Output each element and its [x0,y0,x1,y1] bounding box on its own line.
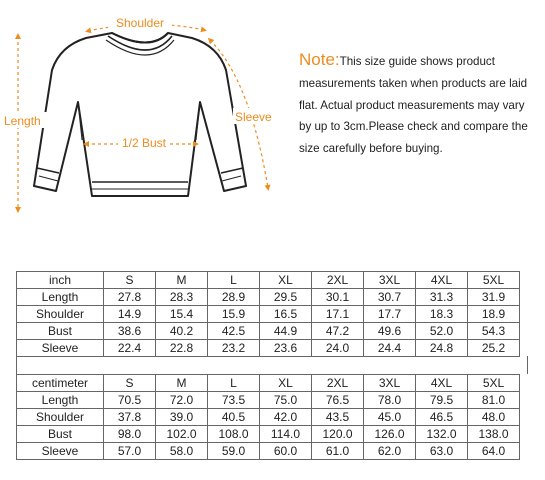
size-header: 4XL [416,272,468,289]
table-row [17,323,520,340]
table-cell: 52.0 [416,323,468,340]
table-cell: 23.2 [208,340,260,357]
table-cell: 42.0 [260,409,312,426]
table-cell: 47.2 [312,323,364,340]
size-note [299,49,539,160]
table-cell: 37.8 [104,409,156,426]
table-cell: 23.6 [260,340,312,357]
length-label: Length [4,114,41,128]
size-header: L [208,272,260,289]
table-cell: 31.3 [416,289,468,306]
unit-label: inch [17,272,104,289]
table-cell: 45.0 [364,409,416,426]
table-cell: 40.2 [156,323,208,340]
shoulder-label: Shoulder [115,16,165,30]
table-cell: 79.5 [416,392,468,409]
table-spacer-row [16,356,528,374]
row-label: Length [17,289,104,306]
row-label: Shoulder [17,306,104,323]
table-header-row [17,272,520,289]
table-cell: 63.0 [416,443,468,460]
table-cell: 24.0 [312,340,364,357]
table-cell: 126.0 [364,426,416,443]
sweater-icon [34,33,246,196]
table-cell: 48.0 [468,409,520,426]
table-cell: 38.6 [104,323,156,340]
table-cell: 17.7 [364,306,416,323]
table-cell: 59.0 [208,443,260,460]
size-header: 5XL [468,375,520,392]
unit-label: centimeter [17,375,104,392]
table-cell: 72.0 [156,392,208,409]
table-cell: 44.9 [260,323,312,340]
table-cell: 15.9 [208,306,260,323]
table-cell: 16.5 [260,306,312,323]
table-cell: 22.8 [156,340,208,357]
size-header: S [104,375,156,392]
row-label: Sleeve [17,340,104,357]
table-cell: 81.0 [468,392,520,409]
table-row [17,409,520,426]
table-cell: 15.4 [156,306,208,323]
table-cell: 78.0 [364,392,416,409]
table-cell: 39.0 [156,409,208,426]
size-table-inch [16,271,520,357]
table-cell: 73.5 [208,392,260,409]
table-cell: 24.8 [416,340,468,357]
table-cell: 18.3 [416,306,468,323]
table-cell: 29.5 [260,289,312,306]
sweater-measurement-diagram [0,0,290,230]
size-header: M [156,272,208,289]
table-cell: 61.0 [312,443,364,460]
table-cell: 28.3 [156,289,208,306]
size-header: 4XL [416,375,468,392]
table-cell: 75.0 [260,392,312,409]
table-cell: 54.3 [468,323,520,340]
table-cell: 22.4 [104,340,156,357]
table-cell: 49.6 [364,323,416,340]
row-label: Length [17,392,104,409]
table-cell: 132.0 [416,426,468,443]
table-cell: 98.0 [104,426,156,443]
table-cell: 60.0 [260,443,312,460]
row-label: Shoulder [17,409,104,426]
table-cell: 24.4 [364,340,416,357]
size-header: L [208,375,260,392]
table-cell: 57.0 [104,443,156,460]
sleeve-label: Sleeve [235,110,272,124]
row-label: Bust [17,323,104,340]
table-cell: 40.5 [208,409,260,426]
table-cell: 46.5 [416,409,468,426]
table-row [17,392,520,409]
size-header: 2XL [312,272,364,289]
table-cell: 28.9 [208,289,260,306]
table-cell: 138.0 [468,426,520,443]
table-cell: 31.9 [468,289,520,306]
table-cell: 62.0 [364,443,416,460]
table-cell: 64.0 [468,443,520,460]
table-cell: 43.5 [312,409,364,426]
table-cell: 27.8 [104,289,156,306]
table-cell: 114.0 [260,426,312,443]
table-row [17,289,520,306]
size-header: 2XL [312,375,364,392]
table-cell: 70.5 [104,392,156,409]
bust-label: 1/2 Bust [121,136,167,150]
note-text: This size guide shows product measurements taken when products are laid flat. Actual product measurements may vary by up to 3cm.Please check and compare the size carefully before buying. [299,55,528,156]
size-header: 3XL [364,272,416,289]
table-cell: 120.0 [312,426,364,443]
note-title: Note: [299,50,340,69]
table-cell: 58.0 [156,443,208,460]
row-label: Sleeve [17,443,104,460]
table-cell: 30.1 [312,289,364,306]
row-label: Bust [17,426,104,443]
table-row [17,443,520,460]
table-cell: 108.0 [208,426,260,443]
table-cell: 42.5 [208,323,260,340]
table-cell: 76.5 [312,392,364,409]
table-cell: 17.1 [312,306,364,323]
table-cell: 102.0 [156,426,208,443]
table-row [17,426,520,443]
size-header: 3XL [364,375,416,392]
size-table-centimeter [16,374,520,460]
table-header-row [17,375,520,392]
size-header: XL [260,375,312,392]
table-cell: 30.7 [364,289,416,306]
table-cell: 14.9 [104,306,156,323]
size-header: 5XL [468,272,520,289]
table-cell: 25.2 [468,340,520,357]
size-header: XL [260,272,312,289]
table-cell: 18.9 [468,306,520,323]
size-header: M [156,375,208,392]
size-header: S [104,272,156,289]
table-row [17,340,520,357]
table-row [17,306,520,323]
